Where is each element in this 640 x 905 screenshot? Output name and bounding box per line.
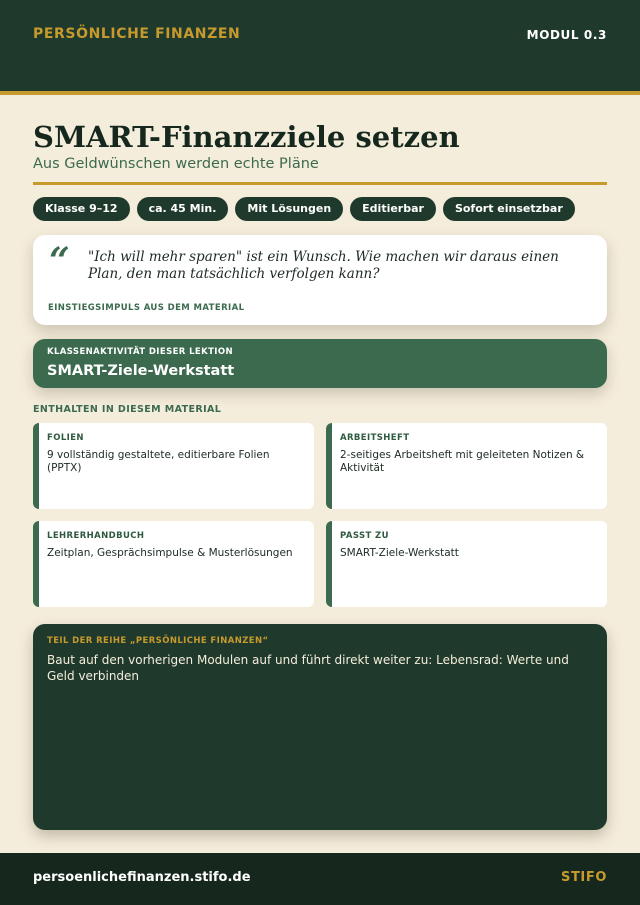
contents-heading: ENTHALTEN IN DIESEM MATERIAL xyxy=(33,404,222,415)
page-subtitle: Aus Geldwünschen werden echte Pläne xyxy=(33,156,319,172)
page-title: SMART-Finanzziele setzen xyxy=(33,120,460,154)
quote-card xyxy=(33,235,607,325)
card-workbook xyxy=(326,423,607,509)
card-slides xyxy=(33,423,314,509)
tag-editable: Editierbar xyxy=(350,197,436,221)
series-info-box xyxy=(33,624,607,830)
card-label: ARBEITSHEFT xyxy=(340,433,410,443)
tag-grade: Klasse 9–12 xyxy=(33,197,130,221)
card-fits-with xyxy=(326,521,607,607)
footer xyxy=(0,853,640,905)
tag-list xyxy=(33,197,575,221)
header-divider xyxy=(0,91,640,95)
card-text: Zeitplan, Gesprächsimpulse & Musterlösungen xyxy=(47,547,293,559)
quote-text: "Ich will mehr sparen" ist ein Wunsch. Wie machen wir daraus einen Plan, den man tatsächlich verfolgen kann? xyxy=(88,249,559,282)
header-bar xyxy=(0,0,640,91)
card-text: SMART-Ziele-Werkstatt xyxy=(340,547,459,559)
tag-solutions: Mit Lösungen xyxy=(235,197,343,221)
activity-banner xyxy=(33,339,607,388)
card-text: 2-seitiges Arbeitsheft mit geleiteten Notizen & Aktivität xyxy=(340,449,585,474)
quote-caption: EINSTIEGSIMPULS AUS DEM MATERIAL xyxy=(48,303,245,313)
module-number: MODUL 0.3 xyxy=(526,28,607,42)
tag-duration: ca. 45 Min. xyxy=(137,197,229,221)
title-divider xyxy=(33,182,607,185)
card-teacher-guide xyxy=(33,521,314,607)
footer-brand: STIFO xyxy=(561,870,607,885)
footer-url[interactable]: persoenlichefinanzen.stifo.de xyxy=(33,870,251,885)
card-label: LEHRERHANDBUCH xyxy=(47,531,145,541)
quote-icon: “ xyxy=(49,240,70,282)
series-name: PERSÖNLICHE FINANZEN xyxy=(33,26,241,42)
activity-label: KLASSENAKTIVITÄT DIESER LEKTION xyxy=(47,347,234,357)
tag-ready: Sofort einsetzbar xyxy=(443,197,575,221)
card-label: FOLIEN xyxy=(47,433,84,443)
activity-title: SMART-Ziele-Werkstatt xyxy=(47,363,235,379)
series-info-label: TEIL DER REIHE „PERSÖNLICHE FINANZEN“ xyxy=(47,636,269,646)
card-text: 9 vollständig gestaltete, editierbare Folien (PPTX) xyxy=(47,449,270,474)
card-label: PASST ZU xyxy=(340,531,389,541)
series-info-text: Baut auf den vorherigen Modulen auf und führt direkt weiter zu: Lebensrad: Werte und Geld verbinden xyxy=(47,653,569,683)
